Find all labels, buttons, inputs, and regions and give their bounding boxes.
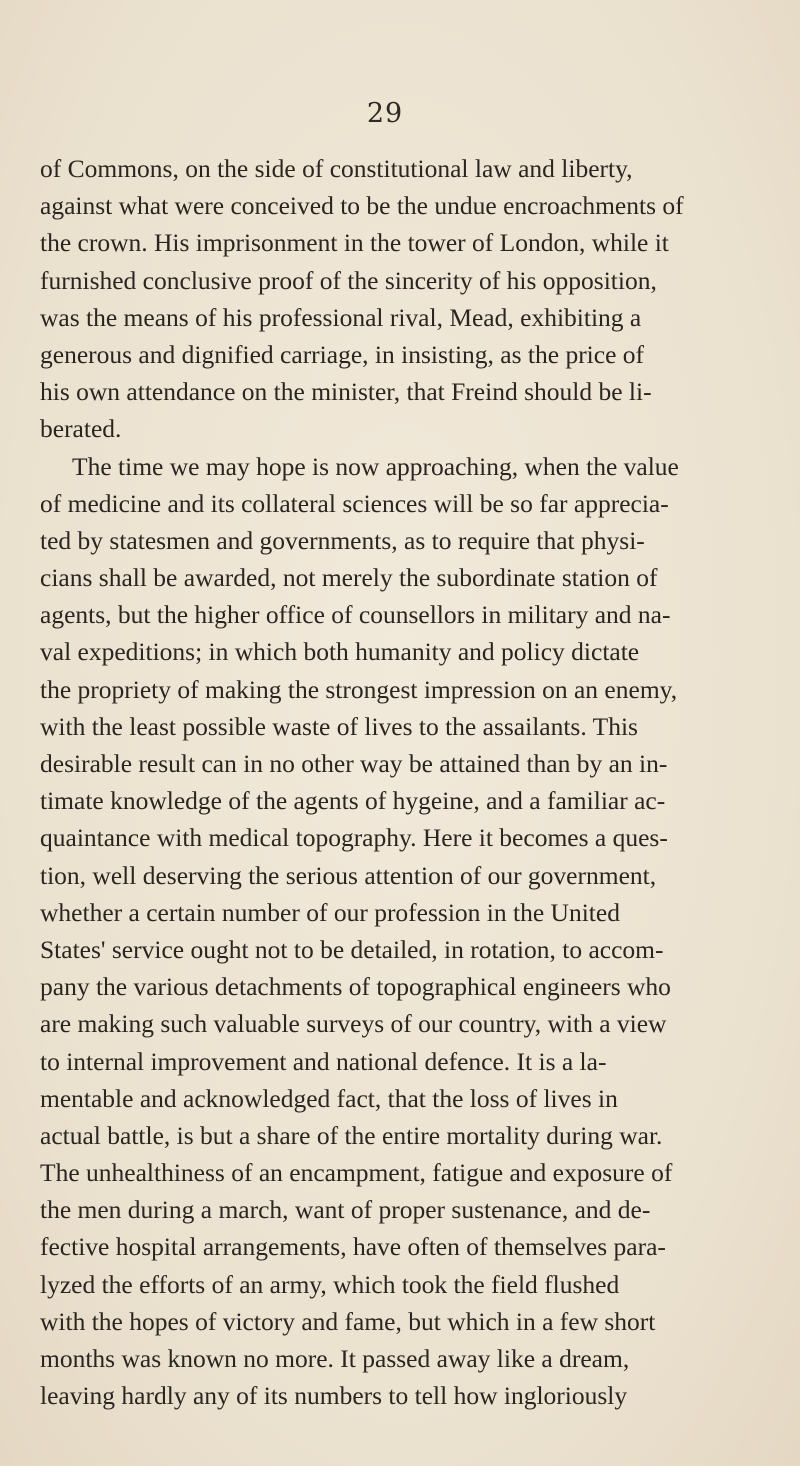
- text-line: the propriety of making the strongest impression on an enemy,: [40, 674, 678, 704]
- text-line: lyzed the efforts of an army, which took the field flushed: [40, 1269, 620, 1299]
- text-line: the crown. His imprisonment in the tower of London, while it: [40, 228, 669, 258]
- text-line: furnished conclusive proof of the sincerity of his opposition,: [40, 265, 657, 295]
- text-line: agents, but the higher office of counsellors in military and na-: [40, 600, 671, 630]
- text-line: val expeditions; in which both humanity and policy dictate: [40, 637, 640, 667]
- text-line: was the means of his professional rival, Mead, exhibiting a: [40, 302, 642, 332]
- text-line: actual battle, is but a share of the entire mortality during war.: [40, 1120, 663, 1150]
- text-line: against what were conceived to be the undue encroachments of: [40, 191, 684, 221]
- text-line: quaintance with medical topography. Here it becomes a ques-: [40, 823, 668, 853]
- paragraph-start-line: The time we may hope is now approaching, when the value: [72, 451, 679, 481]
- text-line: tion, well deserving the serious attention of our government,: [40, 860, 657, 890]
- text-line: timate knowledge of the agents of hygeine, and a familiar ac-: [40, 786, 666, 816]
- text-line: to internal improvement and national defence. It is a la-: [40, 1046, 607, 1076]
- text-line: cians shall be awarded, not merely the subordinate station of: [40, 563, 658, 593]
- text-line: the men during a march, want of proper sustenance, and de-: [40, 1195, 651, 1225]
- text-line: The unhealthiness of an encampment, fatigue and exposure of: [40, 1158, 673, 1188]
- text-line: generous and dignified carriage, in insisting, as the price of: [40, 339, 645, 369]
- text-line: with the least possible waste of lives to the assailants. This: [40, 711, 638, 741]
- text-line: States' service ought not to be detailed, in rotation, to accom-: [40, 934, 664, 964]
- text-line: fective hospital arrangements, have often of themselves para-: [40, 1232, 666, 1262]
- text-line: his own attendance on the minister, that Freind should be li-: [40, 377, 652, 407]
- text-line: months was known no more. It passed away like a dream,: [40, 1344, 630, 1373]
- text-line: ted by statesmen and governments, as to require that physi-: [40, 525, 645, 555]
- body-text: [40, 150, 800, 1414]
- text-line: pany the various detachments of topographical engineers who: [40, 972, 671, 1002]
- text-line: leaving hardly any of its numbers to tell how ingloriously: [40, 1381, 628, 1411]
- text-line: mentable and acknowledged fact, that the loss of lives in: [40, 1083, 618, 1113]
- text-line: whether a certain number of our profession in the United: [40, 897, 620, 927]
- text-line: with the hopes of victory and fame, but which in a few short: [40, 1306, 656, 1336]
- text-line: of medicine and its collateral sciences will be so far apprecia-: [40, 488, 669, 518]
- text-line: berated.: [40, 414, 122, 444]
- text-line: of Commons, on the side of constitutional law and liberty,: [40, 154, 633, 183]
- page-number: 29: [366, 98, 404, 129]
- text-line: desirable result can in no other way be attained than by an in-: [40, 749, 668, 778]
- text-line: are making such valuable surveys of our country, with a view: [40, 1009, 667, 1039]
